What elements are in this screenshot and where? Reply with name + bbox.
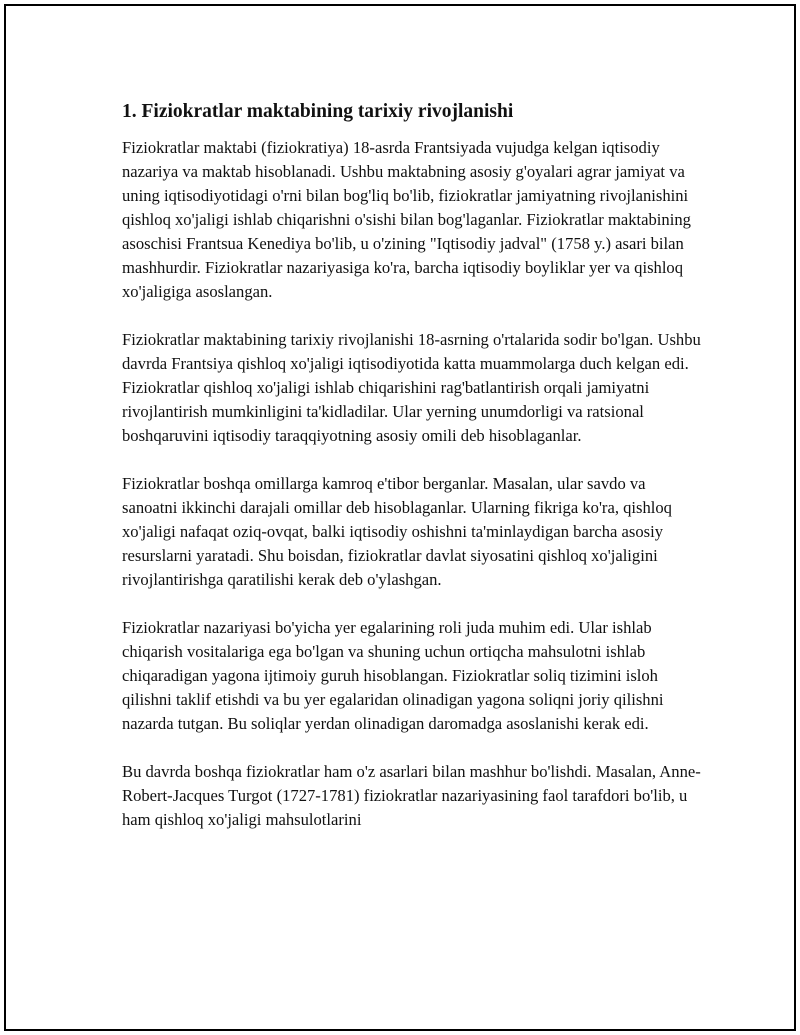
paragraph: Bu davrda boshqa fiziokratlar ham o'z asarlari bilan mashhur bo'lishdi. Masalan, Anne-Robert-Jacques Turgot (1727-1781) fiziokratlar nazariyasining faol tarafdori bo'lib, u ham qishloq xo'jaligi mahsulotlarini	[122, 762, 701, 829]
paragraph: Fiziokratlar maktabining tarixiy rivojlanishi 18-asrning o'rtalarida sodir bo'lgan. Ushbu davrda Frantsiya qishloq xo'jaligi iqtisodiyotida katta muammolarga duch kelgan edi. Fiziokratlar qishloq xo'jaligi ishlab chiqarishini rag'batlantirish orqali jamiyatni rivojlantirish mumkinligini ta'kidladilar. Ular yerning unumdorligi va ratsional boshqaruvini iqtisodiy taraqqiyotning asosiy omili deb hisoblaganlar.	[122, 330, 701, 445]
paragraph: Fiziokratlar nazariyasi bo'yicha yer egalarining roli juda muhim edi. Ular ishlab chiqarish vositalariga ega bo'lgan va shuning uchun ortiqcha mahsulotni ishlab chiqaradigan yagona ijtimoiy guruh hisoblangan. Fiziokratlar soliq tizimini isloh qilishni taklif etishdi va bu yer egalaridan olinadigan yagona soliqni joriy qilishni nazarda tutgan. Bu soliqlar yerdan olinadigan daromadga asoslanishi kerak edi.	[122, 618, 664, 733]
document-body	[122, 98, 702, 856]
paragraph: Fiziokratlar boshqa omillarga kamroq e'tibor berganlar. Masalan, ular savdo va sanoatni ikkinchi darajali omillar deb hisoblaganlar. Ularning fikriga ko'ra, qishloq xo'jaligi nafaqat oziq-ovqat, balki iqtisodiy oshishni ta'minlaydigan barcha asosiy resurslarni yaratadi. Shu boisdan, fiziokratlar davlat siyosatini qishloq xo'jaligini rivojlantirishga qaratilishi kerak deb o'ylashgan.	[122, 474, 672, 589]
section-heading: 1. Fiziokratlar maktabining tarixiy rivojlanishi	[122, 101, 514, 122]
paragraph: Fiziokratlar maktabi (fiziokratiya) 18-asrda Frantsiyada vujudga kelgan iqtisodiy nazariya va maktab hisoblanadi. Ushbu maktabning asosiy g'oyalari agrar jamiyat va uning iqtisodiyotidagi o'rni bilan bog'liq bo'lib, fiziokratlar jamiyatning rivojlanishini qishloq xo'jaligi ishlab chiqarishni o'sishi bilan bog'laganlar. Fiziokratlar maktabining asoschisi Frantsua Kenediya bo'lib, u o'zining "Iqtisodiy jadval" (1758 y.) asari bilan mashhurdir. Fiziokratlar nazariyasiga ko'ra, barcha iqtisodiy boyliklar yer va qishloq xo'jaligiga asoslangan.	[122, 138, 691, 301]
page-frame	[4, 4, 796, 1031]
